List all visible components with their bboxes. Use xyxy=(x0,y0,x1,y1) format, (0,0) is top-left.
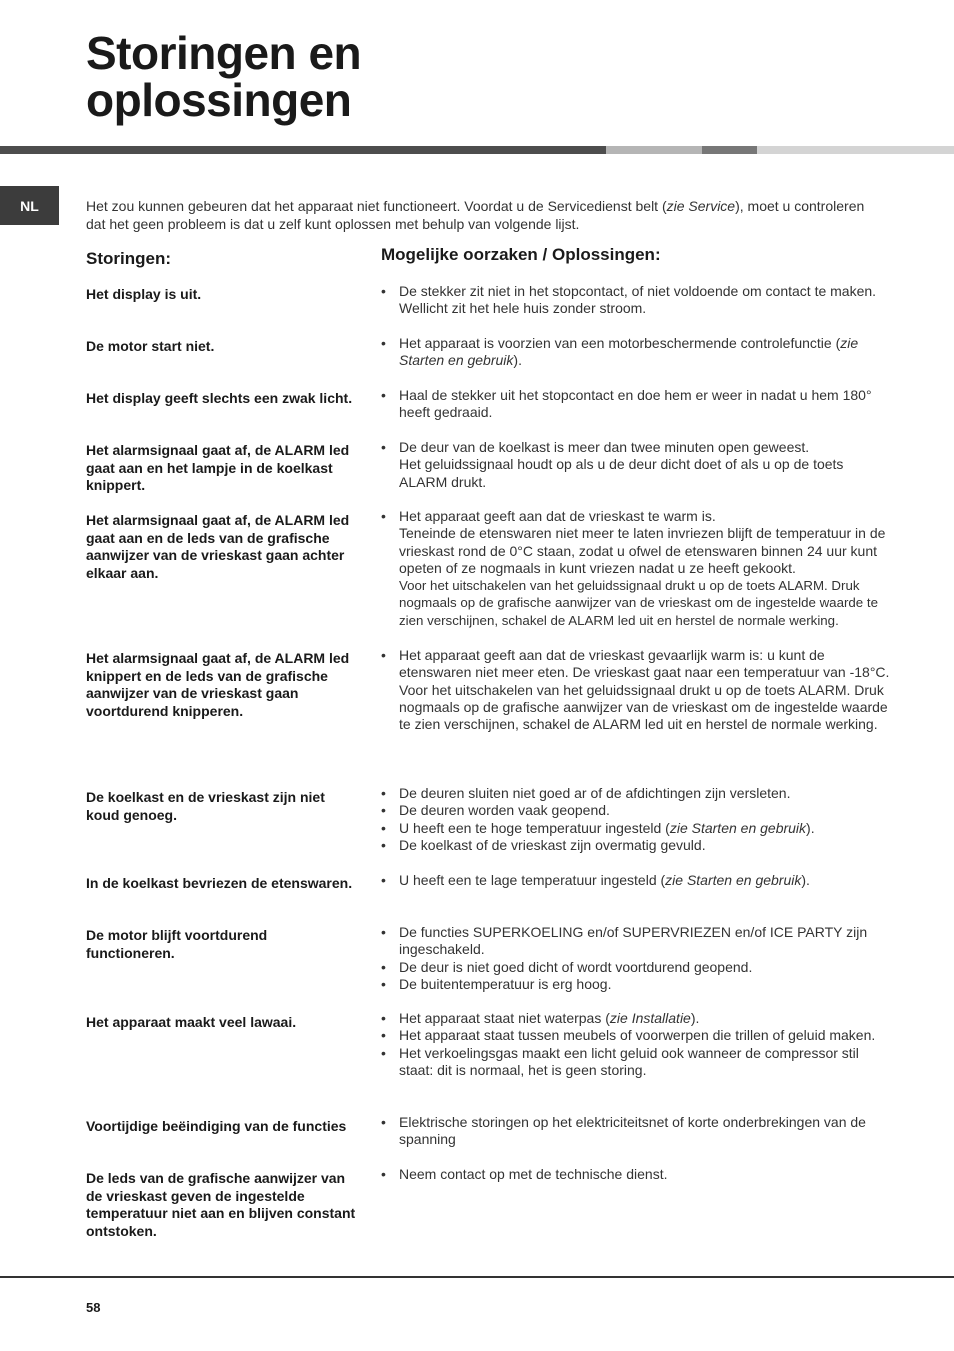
page-number: 58 xyxy=(86,1300,101,1315)
problem-6: Het alarmsignaal gaat af, de ALARM led knippert en de leds van de grafische aanwijzer van de vrieskast gaan voortdurend knipperen. xyxy=(86,650,350,719)
intro-emphasis: zie Service xyxy=(666,198,736,214)
solution-item: • De koelkast of de vrieskast zijn overmatig gevuld. xyxy=(381,837,891,854)
page-title-line-1: Storingen en xyxy=(86,27,362,79)
solution-item: • Elektrische storingen op het elektriciteitsnet of korte onderbrekingen van de spanning xyxy=(381,1114,891,1149)
solution-item: • De deuren sluiten niet goed ar of de afdichtingen zijn versleten. xyxy=(381,785,891,802)
intro-before: Het zou kunnen gebeuren dat het apparaat niet functioneert. Voordat u de Servicedienst belt ( xyxy=(86,198,667,214)
solution-item: • Het apparaat is voorzien van een motorbeschermende controlefunctie (zie Starten en gebruik). xyxy=(381,335,891,370)
page-title-line-2: oplossingen xyxy=(86,74,352,126)
problem-4: Het alarmsignaal gaat af, de ALARM led gaat aan en het lampje in de koelkast knippert. xyxy=(86,442,350,493)
solution-item: • Het apparaat geeft aan dat de vrieskast te warm is. Teneinde de etenswaren niet meer te laten invriezen blijft de temperatuur in de vrieskast rond de 0°C staan, zodat u ofwel de etenswaren binnen 24 uur kunt opeten of ze nogmaals in kunt vriezen nadat u ze heeft gekookt. Voor het uitschakelen van het geluidssignaal drukt u op de toets ALARM. Druk nogmaals op de grafische aanwijzer van de vrieskast om de ingestelde waarde te zien verschijnen, schakel de ALARM led uit en herstel de normale werking. xyxy=(381,508,891,629)
problem-5: Het alarmsignaal gaat af, de ALARM led gaat aan en de leds van de grafische aanwijzer van de vrieskast gaan achter elkaar aan. xyxy=(86,512,350,581)
problem-12: De leds van de grafische aanwijzer van de vrieskast geven de ingestelde temperatuur niet aan en blijven constant ontstoken. xyxy=(86,1170,356,1239)
footer-rule xyxy=(0,1276,954,1278)
page-title xyxy=(86,27,362,126)
header-bar-pale xyxy=(757,146,954,154)
solution-item: • De stekker zit niet in het stopcontact, of niet voldoende om contact te maken. Wellicht zit het hele huis zonder stroom. xyxy=(381,283,891,318)
solution-item: • De deur van de koelkast is meer dan twee minuten open geweest. Het geluidssignaal houdt op als u de deur dicht doet of als u op de toets ALARM drukt. xyxy=(381,439,891,491)
problem-3: Het display geeft slechts een zwak licht. xyxy=(86,390,353,406)
problem-7: De koelkast en de vrieskast zijn niet koud genoeg. xyxy=(86,789,325,823)
solution-list-8 xyxy=(381,872,891,889)
problems-heading: Storingen: xyxy=(86,249,171,268)
problem-8: In de koelkast bevriezen de etenswaren. xyxy=(86,875,353,891)
solution-item: • De buitentemperatuur is erg hoog. xyxy=(381,976,891,993)
problem-2: De motor start niet. xyxy=(86,338,215,354)
solution-item: • U heeft een te hoge temperatuur ingesteld (zie Starten en gebruik). xyxy=(381,820,891,837)
header-bar-mid xyxy=(702,146,757,154)
solution-item: • Haal de stekker uit het stopcontact en doe hem er weer in nadat u hem 180° heeft gedraaid. xyxy=(381,387,891,422)
solution-list-2 xyxy=(381,335,891,370)
solution-item: • Het apparaat staat tussen meubels of voorwerpen die trillen of geluid maken. xyxy=(381,1027,891,1044)
solutions-heading: Mogelijke oorzaken / Oplossingen: xyxy=(381,245,661,264)
solution-item: • Het apparaat staat niet waterpas (zie Installatie). xyxy=(381,1010,891,1027)
solution-item: • U heeft een te lage temperatuur ingesteld (zie Starten en gebruik). xyxy=(381,872,891,889)
intro-text xyxy=(86,197,886,233)
solution-list-4 xyxy=(381,439,891,491)
solution-list-3 xyxy=(381,387,891,422)
header-bar-light xyxy=(606,146,702,154)
solution-list-11 xyxy=(381,1114,891,1149)
solution-item: • De functies SUPERKOELING en/of SUPERVRIEZEN en/of ICE PARTY zijn ingeschakeld. xyxy=(381,924,891,959)
problem-11: Voortijdige beëindiging van de functies xyxy=(86,1118,347,1134)
solution-item: • Het apparaat geeft aan dat de vrieskast gevaarlijk warm is: u kunt de etenswaren niet meer eten. De vrieskast gaat naar een temperatuur van -18°C. Voor het uitschakelen van het geluidssignaal drukt u op de toets ALARM. Druk nogmaals op de grafische aanwijzer van de vrieskast om de ingestelde waarde te zien verschijnen, schakel de ALARM led uit en herstel de normale werking. xyxy=(381,647,891,733)
solution-list-10 xyxy=(381,1010,891,1079)
solution-list-9 xyxy=(381,924,891,993)
solution-item: • Neem contact op met de technische dienst. xyxy=(381,1166,891,1183)
solution-item: • De deur is niet goed dicht of wordt voortdurend geopend. xyxy=(381,959,891,976)
header-bar-dark xyxy=(0,146,606,154)
problem-1: Het display is uit. xyxy=(86,286,202,302)
problem-10: Het apparaat maakt veel lawaai. xyxy=(86,1014,297,1030)
solution-item: • Het verkoelingsgas maakt een licht geluid ook wanneer de compressor stil staat: dit is normaal, het is geen storing. xyxy=(381,1045,891,1080)
language-tab: NL xyxy=(0,186,59,225)
solution-list-1 xyxy=(381,283,891,318)
solution-list-12 xyxy=(381,1166,891,1183)
intro-after: ), moet u controleren dat het geen probleem is dat u zelf kunt oplossen met behulp van volgende lijst. xyxy=(86,198,865,232)
solution-list-6 xyxy=(381,647,891,733)
solution-item: • De deuren worden vaak geopend. xyxy=(381,802,891,819)
solution-list-5 xyxy=(381,508,891,629)
solution-list-7 xyxy=(381,785,891,854)
problem-9: De motor blijft voortdurend functioneren. xyxy=(86,927,268,961)
